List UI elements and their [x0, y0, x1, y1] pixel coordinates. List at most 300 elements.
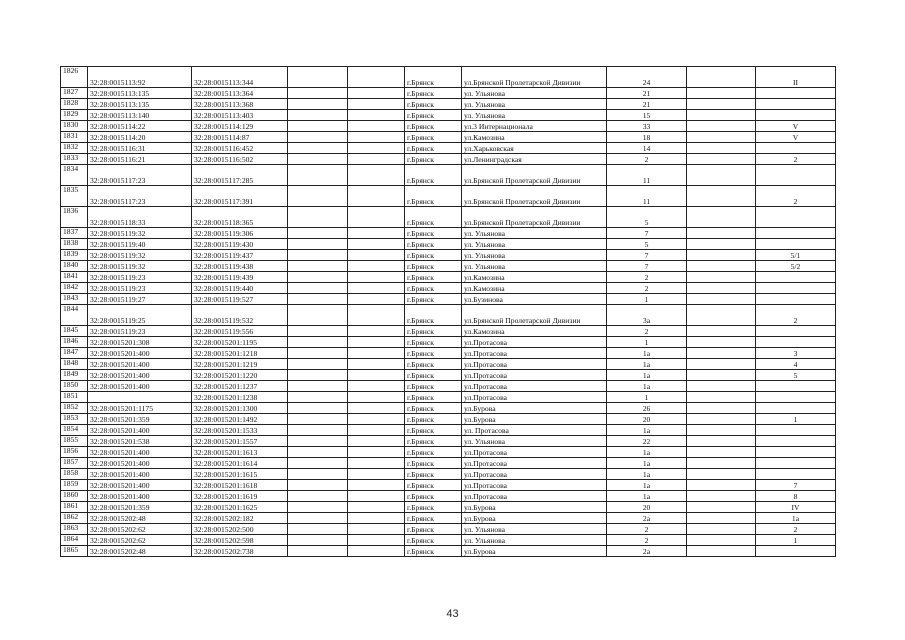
house-number-cell: 1 [607, 337, 687, 348]
street-cell: ул.Протасова [462, 491, 607, 502]
land-cadastral-number: 32:28:0015119:23 [88, 326, 192, 337]
land-cadastral-number: 32:28:0015113:135 [88, 88, 192, 99]
empty-cell [687, 132, 756, 143]
empty-cell [288, 546, 348, 557]
empty-cell [348, 414, 405, 425]
building-cell [756, 143, 836, 154]
object-cadastral-number: 32:28:0015119:532 [192, 305, 288, 326]
empty-cell [687, 502, 756, 513]
empty-cell [348, 524, 405, 535]
house-number-cell: 11 [607, 165, 687, 186]
table-row [61, 414, 836, 425]
object-cadastral-number: 32:28:0015119:440 [192, 283, 288, 294]
building-cell [756, 326, 836, 337]
empty-cell [687, 513, 756, 524]
empty-cell [348, 458, 405, 469]
building-cell: 4 [756, 359, 836, 370]
row-number: 1845 [61, 326, 88, 337]
empty-cell [687, 294, 756, 305]
land-cadastral-number: 32:28:0015114:22 [88, 121, 192, 132]
city-cell: г.Брянск [405, 359, 462, 370]
empty-cell [348, 491, 405, 502]
city-cell: г.Брянск [405, 283, 462, 294]
empty-cell [687, 469, 756, 480]
house-number-cell: 7 [607, 261, 687, 272]
street-cell: ул.Ленинградская [462, 154, 607, 165]
empty-cell [348, 469, 405, 480]
table-row [61, 436, 836, 447]
house-number-cell: 2 [607, 535, 687, 546]
empty-cell [288, 337, 348, 348]
city-cell: г.Брянск [405, 381, 462, 392]
house-number-cell: 1а [607, 480, 687, 491]
empty-cell [687, 458, 756, 469]
street-cell: ул. Ульянова [462, 250, 607, 261]
building-cell: V [756, 121, 836, 132]
street-cell: ул. Ульянова [462, 228, 607, 239]
table-row [61, 546, 836, 557]
row-number: 1860 [61, 491, 88, 502]
land-cadastral-number: 32:28:0015119:27 [88, 294, 192, 305]
street-cell: ул.Протасова [462, 392, 607, 403]
object-cadastral-number: 32:28:0015119:438 [192, 261, 288, 272]
building-cell: IV [756, 502, 836, 513]
empty-cell [348, 392, 405, 403]
empty-cell [288, 67, 348, 88]
building-cell: 2 [756, 186, 836, 207]
building-cell: 1 [756, 414, 836, 425]
object-cadastral-number: 32:28:0015201:1300 [192, 403, 288, 414]
empty-cell [348, 110, 405, 121]
empty-cell [288, 535, 348, 546]
empty-cell [348, 261, 405, 272]
empty-cell [348, 143, 405, 154]
object-cadastral-number: 32:28:0015201:1618 [192, 480, 288, 491]
empty-cell [687, 414, 756, 425]
table-row [61, 469, 836, 480]
empty-cell [288, 110, 348, 121]
street-cell: ул. Ульянова [462, 535, 607, 546]
land-cadastral-number: 32:28:0015201:1175 [88, 403, 192, 414]
city-cell: г.Брянск [405, 480, 462, 491]
city-cell: г.Брянск [405, 186, 462, 207]
empty-cell [348, 337, 405, 348]
building-cell: 8 [756, 491, 836, 502]
object-cadastral-number: 32:28:0015118:365 [192, 207, 288, 228]
land-cadastral-number: 32:28:0015201:400 [88, 491, 192, 502]
row-number: 1865 [61, 546, 88, 557]
object-cadastral-number: 32:28:0015201:1219 [192, 359, 288, 370]
table-row [61, 294, 836, 305]
row-number: 1843 [61, 294, 88, 305]
empty-cell [288, 348, 348, 359]
street-cell: ул.Протасова [462, 458, 607, 469]
house-number-cell: 1а [607, 458, 687, 469]
object-cadastral-number: 32:28:0015201:1195 [192, 337, 288, 348]
street-cell: ул. Ульянова [462, 436, 607, 447]
building-cell [756, 392, 836, 403]
empty-cell [348, 348, 405, 359]
empty-cell [288, 326, 348, 337]
street-cell: ул.Протасова [462, 359, 607, 370]
row-number: 1830 [61, 121, 88, 132]
empty-cell [348, 436, 405, 447]
empty-cell [348, 283, 405, 294]
street-cell: ул.Камозина [462, 283, 607, 294]
building-cell [756, 403, 836, 414]
empty-cell [348, 99, 405, 110]
house-number-cell: 7 [607, 250, 687, 261]
object-cadastral-number: 32:28:0015114:129 [192, 121, 288, 132]
street-cell: ул.Камозина [462, 326, 607, 337]
city-cell: г.Брянск [405, 207, 462, 228]
land-cadastral-number: 32:28:0015201:400 [88, 447, 192, 458]
object-cadastral-number: 32:28:0015201:1615 [192, 469, 288, 480]
empty-cell [687, 359, 756, 370]
empty-cell [288, 305, 348, 326]
empty-cell [288, 491, 348, 502]
object-cadastral-number: 32:28:0015119:527 [192, 294, 288, 305]
land-cadastral-number: 32:28:0015201:400 [88, 480, 192, 491]
row-number: 1852 [61, 403, 88, 414]
building-cell [756, 469, 836, 480]
street-cell: ул.Бурова [462, 414, 607, 425]
register-table-body [61, 67, 836, 557]
empty-cell [687, 305, 756, 326]
row-number: 1855 [61, 436, 88, 447]
land-cadastral-number: 32:28:0015202:48 [88, 546, 192, 557]
object-cadastral-number: 32:28:0015201:1613 [192, 447, 288, 458]
empty-cell [687, 272, 756, 283]
row-number: 1841 [61, 272, 88, 283]
building-cell [756, 458, 836, 469]
empty-cell [687, 110, 756, 121]
city-cell: г.Брянск [405, 154, 462, 165]
land-cadastral-number: 32:28:0015201:400 [88, 370, 192, 381]
table-row [61, 381, 836, 392]
house-number-cell: 26 [607, 403, 687, 414]
empty-cell [288, 436, 348, 447]
house-number-cell: 14 [607, 143, 687, 154]
row-number: 1862 [61, 513, 88, 524]
empty-cell [348, 513, 405, 524]
empty-cell [687, 121, 756, 132]
table-row [61, 67, 836, 88]
object-cadastral-number: 32:28:0015119:556 [192, 326, 288, 337]
land-cadastral-number: 32:28:0015117:23 [88, 186, 192, 207]
row-number: 1832 [61, 143, 88, 154]
object-cadastral-number: 32:28:0015117:391 [192, 186, 288, 207]
house-number-cell: 2а [607, 513, 687, 524]
street-cell: ул.Протасова [462, 469, 607, 480]
house-number-cell: 1а [607, 491, 687, 502]
building-cell [756, 88, 836, 99]
register-table [60, 66, 836, 557]
table-row [61, 513, 836, 524]
table-row [61, 239, 836, 250]
table-row [61, 480, 836, 491]
table-row [61, 491, 836, 502]
land-cadastral-number: 32:28:0015201:308 [88, 337, 192, 348]
building-cell: 2 [756, 524, 836, 535]
house-number-cell: 24 [607, 67, 687, 88]
street-cell: ул.Брянской Пролетарской Дивизии [462, 305, 607, 326]
row-number: 1861 [61, 502, 88, 513]
empty-cell [288, 469, 348, 480]
house-number-cell: 2 [607, 326, 687, 337]
object-cadastral-number: 32:28:0015119:306 [192, 228, 288, 239]
empty-cell [288, 88, 348, 99]
street-cell: ул.Протасова [462, 381, 607, 392]
table-row [61, 359, 836, 370]
house-number-cell: 15 [607, 110, 687, 121]
empty-cell [288, 359, 348, 370]
object-cadastral-number: 32:28:0015201:1625 [192, 502, 288, 513]
empty-cell [687, 239, 756, 250]
object-cadastral-number: 32:28:0015113:368 [192, 99, 288, 110]
street-cell: ул.Харьковская [462, 143, 607, 154]
empty-cell [288, 392, 348, 403]
empty-cell [687, 337, 756, 348]
city-cell: г.Брянск [405, 370, 462, 381]
city-cell: г.Брянск [405, 165, 462, 186]
city-cell: г.Брянск [405, 414, 462, 425]
house-number-cell: 22 [607, 436, 687, 447]
table-row [61, 524, 836, 535]
house-number-cell: 1а [607, 359, 687, 370]
building-cell [756, 283, 836, 294]
row-number: 1827 [61, 88, 88, 99]
empty-cell [288, 447, 348, 458]
empty-cell [687, 491, 756, 502]
object-cadastral-number: 32:28:0015202:500 [192, 524, 288, 535]
street-cell: ул. Ульянова [462, 99, 607, 110]
city-cell: г.Брянск [405, 337, 462, 348]
street-cell: ул.Бурова [462, 502, 607, 513]
empty-cell [687, 283, 756, 294]
table-row [61, 370, 836, 381]
building-cell [756, 447, 836, 458]
land-cadastral-number: 32:28:0015117:23 [88, 165, 192, 186]
building-cell: V [756, 132, 836, 143]
empty-cell [348, 207, 405, 228]
land-cadastral-number: 32:28:0015201:359 [88, 502, 192, 513]
object-cadastral-number: 32:28:0015202:182 [192, 513, 288, 524]
land-cadastral-number: 32:28:0015201:400 [88, 348, 192, 359]
building-cell [756, 272, 836, 283]
empty-cell [687, 261, 756, 272]
row-number: 1850 [61, 381, 88, 392]
empty-cell [288, 165, 348, 186]
row-number: 1839 [61, 250, 88, 261]
row-number: 1844 [61, 305, 88, 326]
building-cell: 2 [756, 305, 836, 326]
city-cell: г.Брянск [405, 261, 462, 272]
building-cell [756, 239, 836, 250]
city-cell: г.Брянск [405, 326, 462, 337]
empty-cell [348, 239, 405, 250]
table-row [61, 392, 836, 403]
empty-cell [348, 447, 405, 458]
land-cadastral-number: 32:28:0015116:21 [88, 154, 192, 165]
building-cell: 3 [756, 348, 836, 359]
empty-cell [288, 207, 348, 228]
empty-cell [687, 88, 756, 99]
empty-cell [687, 425, 756, 436]
land-cadastral-number: 32:28:0015114:20 [88, 132, 192, 143]
house-number-cell: 1а [607, 370, 687, 381]
empty-cell [348, 272, 405, 283]
row-number: 1834 [61, 165, 88, 186]
building-cell [756, 546, 836, 557]
house-number-cell: 11 [607, 186, 687, 207]
house-number-cell: 20 [607, 502, 687, 513]
building-cell: 5/2 [756, 261, 836, 272]
empty-cell [687, 480, 756, 491]
house-number-cell: 1 [607, 392, 687, 403]
empty-cell [288, 239, 348, 250]
house-number-cell: 3а [607, 305, 687, 326]
land-cadastral-number: 32:28:0015119:32 [88, 250, 192, 261]
empty-cell [348, 165, 405, 186]
object-cadastral-number: 32:28:0015201:1557 [192, 436, 288, 447]
empty-cell [687, 535, 756, 546]
city-cell: г.Брянск [405, 447, 462, 458]
empty-cell [687, 165, 756, 186]
house-number-cell: 2 [607, 524, 687, 535]
building-cell [756, 337, 836, 348]
empty-cell [288, 272, 348, 283]
table-row [61, 165, 836, 186]
row-number: 1840 [61, 261, 88, 272]
land-cadastral-number: 32:28:0015201:400 [88, 458, 192, 469]
street-cell: ул. Протасова [462, 425, 607, 436]
building-cell: 2 [756, 154, 836, 165]
empty-cell [288, 524, 348, 535]
street-cell: ул.Бузинова [462, 294, 607, 305]
city-cell: г.Брянск [405, 228, 462, 239]
building-cell: 1 [756, 535, 836, 546]
table-row [61, 186, 836, 207]
building-cell [756, 381, 836, 392]
object-cadastral-number: 32:28:0015114:87 [192, 132, 288, 143]
empty-cell [288, 283, 348, 294]
empty-cell [348, 403, 405, 414]
building-cell [756, 436, 836, 447]
empty-cell [687, 392, 756, 403]
land-cadastral-number: 32:28:0015201:400 [88, 469, 192, 480]
object-cadastral-number: 32:28:0015202:598 [192, 535, 288, 546]
empty-cell [288, 99, 348, 110]
empty-cell [687, 67, 756, 88]
object-cadastral-number: 32:28:0015201:1614 [192, 458, 288, 469]
city-cell: г.Брянск [405, 392, 462, 403]
house-number-cell: 5 [607, 239, 687, 250]
row-number: 1847 [61, 348, 88, 359]
house-number-cell: 2 [607, 283, 687, 294]
empty-cell [288, 513, 348, 524]
empty-cell [288, 294, 348, 305]
object-cadastral-number: 32:28:0015113:344 [192, 67, 288, 88]
city-cell: г.Брянск [405, 294, 462, 305]
row-number: 1851 [61, 392, 88, 403]
empty-cell [288, 228, 348, 239]
land-cadastral-number: 32:28:0015113:92 [88, 67, 192, 88]
city-cell: г.Брянск [405, 546, 462, 557]
house-number-cell: 7 [607, 228, 687, 239]
row-number: 1846 [61, 337, 88, 348]
empty-cell [687, 381, 756, 392]
row-number: 1836 [61, 207, 88, 228]
table-row [61, 143, 836, 154]
city-cell: г.Брянск [405, 403, 462, 414]
object-cadastral-number: 32:28:0015201:1492 [192, 414, 288, 425]
object-cadastral-number: 32:28:0015113:403 [192, 110, 288, 121]
land-cadastral-number: 32:28:0015202:48 [88, 513, 192, 524]
house-number-cell: 18 [607, 132, 687, 143]
land-cadastral-number: 32:28:0015201:359 [88, 414, 192, 425]
table-row [61, 250, 836, 261]
city-cell: г.Брянск [405, 305, 462, 326]
house-number-cell: 2а [607, 546, 687, 557]
house-number-cell: 1а [607, 425, 687, 436]
empty-cell [348, 250, 405, 261]
empty-cell [348, 546, 405, 557]
table-row [61, 326, 836, 337]
building-cell [756, 207, 836, 228]
city-cell: г.Брянск [405, 535, 462, 546]
city-cell: г.Брянск [405, 524, 462, 535]
table-row [61, 348, 836, 359]
land-cadastral-number: 32:28:0015119:23 [88, 272, 192, 283]
house-number-cell: 21 [607, 99, 687, 110]
row-number: 1838 [61, 239, 88, 250]
land-cadastral-number: 32:28:0015202:62 [88, 524, 192, 535]
row-number: 1853 [61, 414, 88, 425]
empty-cell [288, 458, 348, 469]
building-cell [756, 425, 836, 436]
land-cadastral-number: 32:28:0015113:135 [88, 99, 192, 110]
table-row [61, 121, 836, 132]
building-cell [756, 294, 836, 305]
land-cadastral-number: 32:28:0015119:40 [88, 239, 192, 250]
house-number-cell: 1а [607, 469, 687, 480]
table-row [61, 272, 836, 283]
object-cadastral-number: 32:28:0015202:738 [192, 546, 288, 557]
object-cadastral-number: 32:28:0015201:1533 [192, 425, 288, 436]
row-number: 1858 [61, 469, 88, 480]
empty-cell [348, 535, 405, 546]
table-row [61, 502, 836, 513]
object-cadastral-number: 32:28:0015119:439 [192, 272, 288, 283]
empty-cell [348, 132, 405, 143]
building-cell: 5/1 [756, 250, 836, 261]
empty-cell [687, 99, 756, 110]
empty-cell [348, 305, 405, 326]
row-number: 1833 [61, 154, 88, 165]
empty-cell [348, 425, 405, 436]
city-cell: г.Брянск [405, 469, 462, 480]
land-cadastral-number: 32:28:0015119:23 [88, 283, 192, 294]
row-number: 1829 [61, 110, 88, 121]
empty-cell [687, 250, 756, 261]
object-cadastral-number: 32:28:0015201:1237 [192, 381, 288, 392]
street-cell: ул. Ульянова [462, 239, 607, 250]
table-row [61, 403, 836, 414]
table-row [61, 283, 836, 294]
city-cell: г.Брянск [405, 491, 462, 502]
empty-cell [348, 480, 405, 491]
